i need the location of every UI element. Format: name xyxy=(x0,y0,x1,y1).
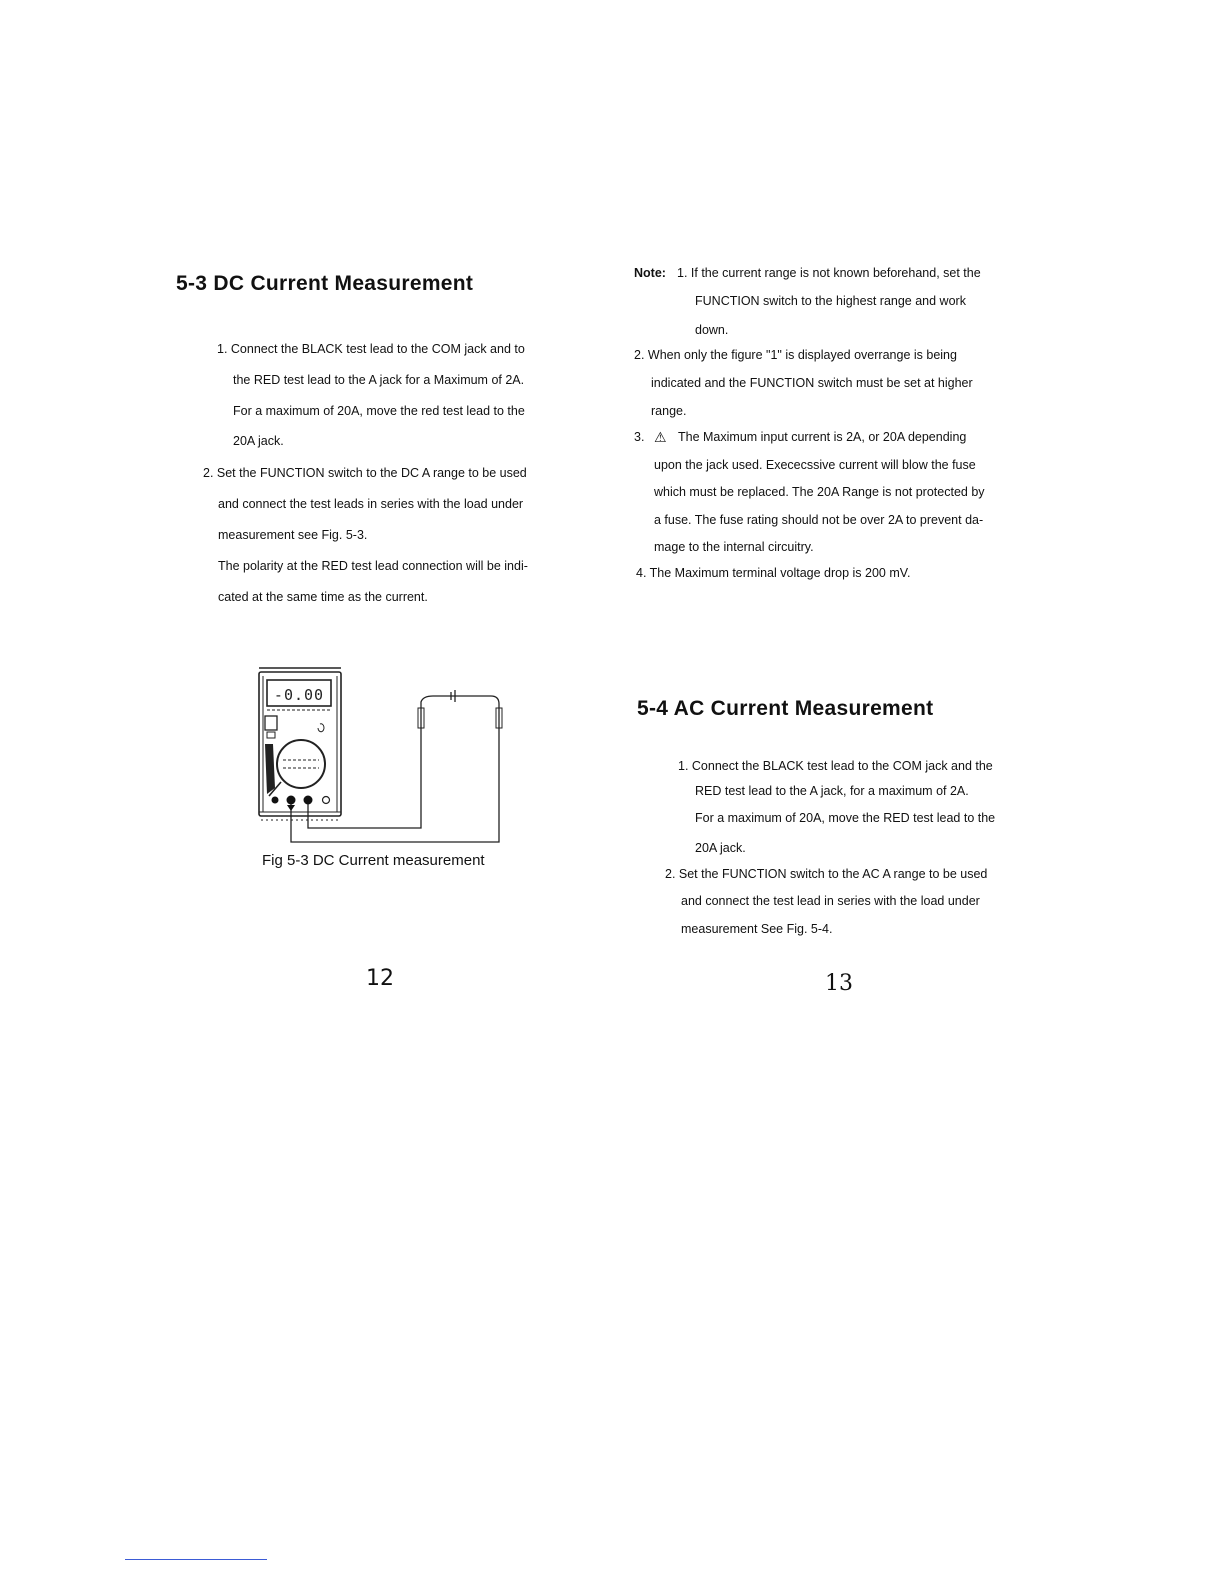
jack-20a xyxy=(272,797,279,804)
function-dial xyxy=(277,740,325,788)
page-number-right: 13 xyxy=(825,971,853,996)
step1-line-2: the RED test lead to the A jack for a Maximum of 2A. xyxy=(233,373,525,387)
multimeter-figure xyxy=(255,664,510,854)
jack-a xyxy=(287,796,296,805)
step2-line-3: measurement see Fig. 5-3. xyxy=(218,528,368,542)
note2-line-2: indicated and the FUNCTION switch must be set at higher xyxy=(651,376,973,390)
polarity-line-1: The polarity at the RED test lead connection will be indi- xyxy=(218,559,528,573)
ac-step2-line-1: 2. Set the FUNCTION switch to the AC A range to be used xyxy=(665,867,988,881)
note1-line-3: down. xyxy=(695,323,729,337)
step2-line-1: 2. Set the FUNCTION switch to the DC A range to be used xyxy=(203,466,527,480)
ac-step1-line-3: For a maximum of 20A, move the RED test lead to the xyxy=(695,811,996,825)
figure-caption: Fig 5-3 DC Current measurement xyxy=(262,852,485,869)
note3-line-4: a fuse. The fuse rating should not be over 2A to prevent da- xyxy=(654,513,984,527)
note-label: Note: xyxy=(634,266,666,280)
page-number-left: 12 xyxy=(366,966,394,991)
note3-number: 3. xyxy=(634,430,645,444)
step1-line-3: For a maximum of 20A, move the red test lead to the xyxy=(233,404,525,418)
step1-line-1: 1. Connect the BLACK test lead to the COM jack and to xyxy=(217,342,525,356)
ac-step1-line-4: 20A jack. xyxy=(695,841,746,855)
warning-icon: ⚠ xyxy=(654,429,667,445)
jack-com xyxy=(304,796,313,805)
display-readout: -0.00 xyxy=(273,686,325,704)
note4-line-1: 4. The Maximum terminal voltage drop is 200 mV. xyxy=(636,566,911,580)
note3-line-5: mage to the internal circuitry. xyxy=(654,540,814,554)
polarity-line-2: cated at the same time as the current. xyxy=(218,590,428,604)
step1-line-4: 20A jack. xyxy=(233,434,284,448)
note2-line-1: 2. When only the figure "1" is displayed overrange is being xyxy=(634,348,957,362)
section-heading-5-4: 5-4 AC Current Measurement xyxy=(637,697,934,720)
ac-step2-line-2: and connect the test lead in series with the load under xyxy=(681,894,980,908)
ac-step1-line-2: RED test lead to the A jack, for a maximum of 2A. xyxy=(695,784,969,798)
section-heading-5-3: 5-3 DC Current Measurement xyxy=(176,272,474,295)
ac-step2-line-3: measurement See Fig. 5-4. xyxy=(681,922,833,936)
note3-line-1: The Maximum input current is 2A, or 20A depending xyxy=(678,430,967,444)
jack-v xyxy=(323,797,330,804)
note3-line-2: upon the jack used. Exececssive current will blow the fuse xyxy=(654,458,976,472)
note1-line-1: 1. If the current range is not known beforehand, set the xyxy=(677,266,981,280)
footer-rule xyxy=(125,1559,267,1560)
note1-line-2: FUNCTION switch to the highest range and work xyxy=(695,294,966,308)
step2-line-2: and connect the test leads in series with the load under xyxy=(218,497,524,511)
note2-line-3: range. xyxy=(651,404,687,418)
note3-line-3: which must be replaced. The 20A Range is not protected by xyxy=(654,485,985,499)
ac-step1-line-1: 1. Connect the BLACK test lead to the COM jack and the xyxy=(678,759,993,773)
